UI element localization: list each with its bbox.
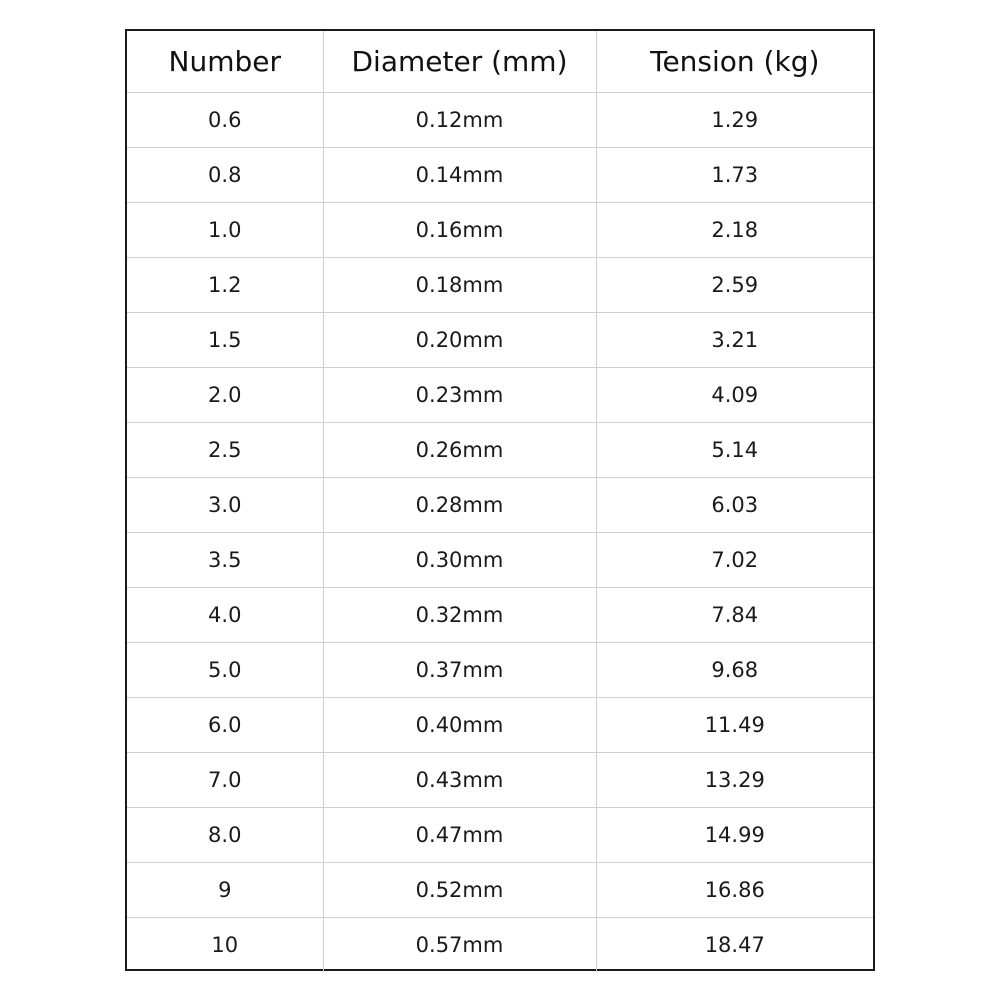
table-row bbox=[127, 312, 873, 367]
tension-cell: 13.29 bbox=[596, 752, 873, 807]
table-row bbox=[127, 862, 873, 917]
diameter-cell: 0.30mm bbox=[323, 532, 596, 587]
tension-cell: 18.47 bbox=[596, 917, 873, 972]
number-cell: 2.5 bbox=[127, 422, 323, 477]
diameter-cell: 0.43mm bbox=[323, 752, 596, 807]
diameter-cell: 0.57mm bbox=[323, 917, 596, 972]
diameter-cell: 0.28mm bbox=[323, 477, 596, 532]
number-cell: 4.0 bbox=[127, 587, 323, 642]
number-cell: 9 bbox=[127, 862, 323, 917]
table-row bbox=[127, 257, 873, 312]
diameter-cell: 0.14mm bbox=[323, 147, 596, 202]
diameter-cell: 0.52mm bbox=[323, 862, 596, 917]
tension-cell: 3.21 bbox=[596, 312, 873, 367]
table-row bbox=[127, 477, 873, 532]
number-cell: 8.0 bbox=[127, 807, 323, 862]
tension-cell: 1.29 bbox=[596, 92, 873, 147]
diameter-cell: 0.20mm bbox=[323, 312, 596, 367]
tension-cell: 6.03 bbox=[596, 477, 873, 532]
diameter-cell: 0.40mm bbox=[323, 697, 596, 752]
tension-cell: 14.99 bbox=[596, 807, 873, 862]
number-cell: 5.0 bbox=[127, 642, 323, 697]
number-cell: 0.8 bbox=[127, 147, 323, 202]
table-row bbox=[127, 917, 873, 972]
header-row bbox=[127, 31, 873, 92]
table-row bbox=[127, 807, 873, 862]
tension-cell: 2.59 bbox=[596, 257, 873, 312]
header-tension: Tension (kg) bbox=[596, 31, 873, 92]
tension-cell: 7.84 bbox=[596, 587, 873, 642]
diameter-cell: 0.37mm bbox=[323, 642, 596, 697]
table-row bbox=[127, 92, 873, 147]
number-cell: 2.0 bbox=[127, 367, 323, 422]
number-cell: 3.5 bbox=[127, 532, 323, 587]
table-row bbox=[127, 202, 873, 257]
tension-cell: 7.02 bbox=[596, 532, 873, 587]
tension-cell: 11.49 bbox=[596, 697, 873, 752]
table-body bbox=[127, 92, 873, 972]
tension-cell: 9.68 bbox=[596, 642, 873, 697]
table-row bbox=[127, 642, 873, 697]
spec-table-frame bbox=[125, 29, 875, 971]
number-cell: 1.5 bbox=[127, 312, 323, 367]
tension-cell: 4.09 bbox=[596, 367, 873, 422]
number-cell: 10 bbox=[127, 917, 323, 972]
diameter-cell: 0.12mm bbox=[323, 92, 596, 147]
tension-cell: 5.14 bbox=[596, 422, 873, 477]
tension-cell: 1.73 bbox=[596, 147, 873, 202]
header-number: Number bbox=[168, 44, 281, 78]
number-cell: 3.0 bbox=[127, 477, 323, 532]
table-row bbox=[127, 422, 873, 477]
table-row bbox=[127, 147, 873, 202]
number-cell: 0.6 bbox=[127, 92, 323, 147]
tension-cell: 2.18 bbox=[596, 202, 873, 257]
header-diameter: Diameter (mm) bbox=[323, 31, 596, 92]
number-cell: 6.0 bbox=[127, 697, 323, 752]
table-row bbox=[127, 752, 873, 807]
number-cell: 1.0 bbox=[127, 202, 323, 257]
diameter-cell: 0.32mm bbox=[323, 587, 596, 642]
table-row bbox=[127, 587, 873, 642]
diameter-cell: 0.16mm bbox=[323, 202, 596, 257]
table-row bbox=[127, 367, 873, 422]
number-cell: 7.0 bbox=[127, 752, 323, 807]
tension-cell: 16.86 bbox=[596, 862, 873, 917]
diameter-cell: 0.26mm bbox=[323, 422, 596, 477]
diameter-cell: 0.47mm bbox=[323, 807, 596, 862]
table-row bbox=[127, 532, 873, 587]
diameter-cell: 0.23mm bbox=[323, 367, 596, 422]
diameter-cell: 0.18mm bbox=[323, 257, 596, 312]
table-row bbox=[127, 697, 873, 752]
spec-table bbox=[127, 31, 873, 972]
number-cell: 1.2 bbox=[127, 257, 323, 312]
